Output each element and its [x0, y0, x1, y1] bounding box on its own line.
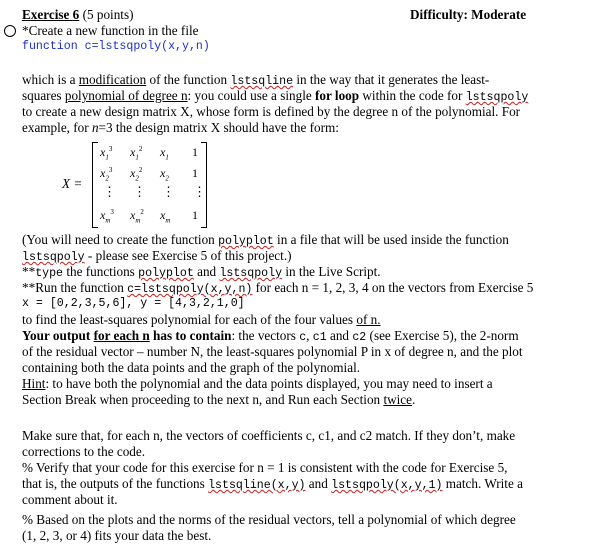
- matrix-cell: 1: [192, 166, 198, 180]
- para3-line1: Make sure that, for each n, the vectors of coefficients c, c1, and c2 match. If they don’t, make: [22, 428, 516, 443]
- para2-line3: **type the functions polyplot and lstsqpoly in the Live Script.: [22, 264, 381, 280]
- matrix-cell: $x_2$: [160, 166, 169, 183]
- para1-line1: which is a modification of the function lstsqline in the way that it generates the least-: [22, 72, 490, 88]
- matrix-cell: $x_2^3$: [100, 166, 113, 183]
- para1-line2: squares polynomial of degree n: you could use a single for loop within the code for lstsqpoly: [22, 88, 529, 104]
- para3-line5: comment about it.: [22, 492, 118, 507]
- matrix-cell: $x_m$: [160, 208, 171, 225]
- exercise-header: [22, 7, 133, 23]
- radio-circle-icon[interactable]: [4, 25, 16, 37]
- para2-line11: Section Break when proceeding to the next n, and Run each Section twice.: [22, 392, 416, 407]
- para2-line9: containing both the data points and the graph of the polynomial.: [22, 360, 361, 375]
- para2-line6: to find the least-squares polynomial for each of the four values of n.: [22, 312, 381, 327]
- para2-line7: Your output for each n has to contain: the vectors c, c1 and c2 (see Exercise 5), the 2-norm: [22, 328, 519, 344]
- matrix-label: X =: [62, 176, 83, 191]
- para3-line2: corrections to the code.: [22, 444, 146, 459]
- difficulty-label: Difficulty: Moderate: [410, 7, 527, 22]
- para3-line4: that is, the outputs of the functions lstsqline(x,y) and lstsqpoly(x,y,1) match. Write a: [22, 476, 523, 492]
- exercise-title: Exercise 6: [22, 7, 80, 22]
- matrix-cell: $x_m^3$: [100, 208, 114, 225]
- matrix-cell: $x_1^3$: [100, 145, 113, 162]
- matrix-cell: $x_2^2$: [130, 166, 143, 183]
- matrix-cell: 1: [192, 208, 198, 222]
- para3-line6: % Based on the plots and the norms of the residual vectors, tell a polynomial of which degree: [22, 512, 516, 527]
- para2-line4: **Run the function c=lstsqpoly(x,y,n) for each n = 1, 2, 3, 4 on the vectors from Exercise 5: [22, 280, 534, 296]
- matrix-cell: $x_1^2$: [130, 145, 143, 162]
- para1-line4: example, for n=3 the design matrix X should have the form:: [22, 120, 339, 135]
- para2-line2: lstsqpoly - please see Exercise 5 of this project.): [22, 248, 292, 264]
- para2-line10: Hint: to have both the polynomial and the data points displayed, you may need to insert a: [22, 376, 493, 391]
- para2-line1: (You will need to create the function polyplot in a file that will be used inside the function: [22, 232, 509, 248]
- data-vectors: x = [0,2,3,5,6], y = [4,3,2,1,0]: [22, 297, 245, 310]
- matrix-vdots: ⋮: [133, 184, 146, 199]
- matrix-cell: $x_m^2$: [130, 208, 144, 225]
- matrix-cell: $x_1$: [160, 145, 169, 162]
- exercise-points: (5 points): [82, 7, 134, 22]
- function-signature: function c=lstsqpoly(x,y,n): [22, 40, 210, 53]
- create-function-text: *Create a new function in the file: [22, 23, 199, 38]
- matrix-vdots: ⋮: [103, 184, 116, 199]
- para3-line3: % Verify that your code for this exercise for n = 1 is consistent with the code for Exercise 5,: [22, 460, 508, 475]
- para1-line3: to create a new design matrix X, whose form is defined by the degree n of the polynomial. For: [22, 104, 521, 119]
- matrix-cell: 1: [192, 145, 198, 159]
- para3-line7: (1, 2, 3, or 4) fits your data the best.: [22, 528, 212, 543]
- matrix-vdots: ⋮: [193, 184, 206, 199]
- matrix-left-bracket: [92, 142, 98, 228]
- matrix-vdots: ⋮: [162, 184, 175, 199]
- para2-line8: of the residual vector – number N, the least-squares polynomial P in x of degree n, and the plot: [22, 344, 523, 359]
